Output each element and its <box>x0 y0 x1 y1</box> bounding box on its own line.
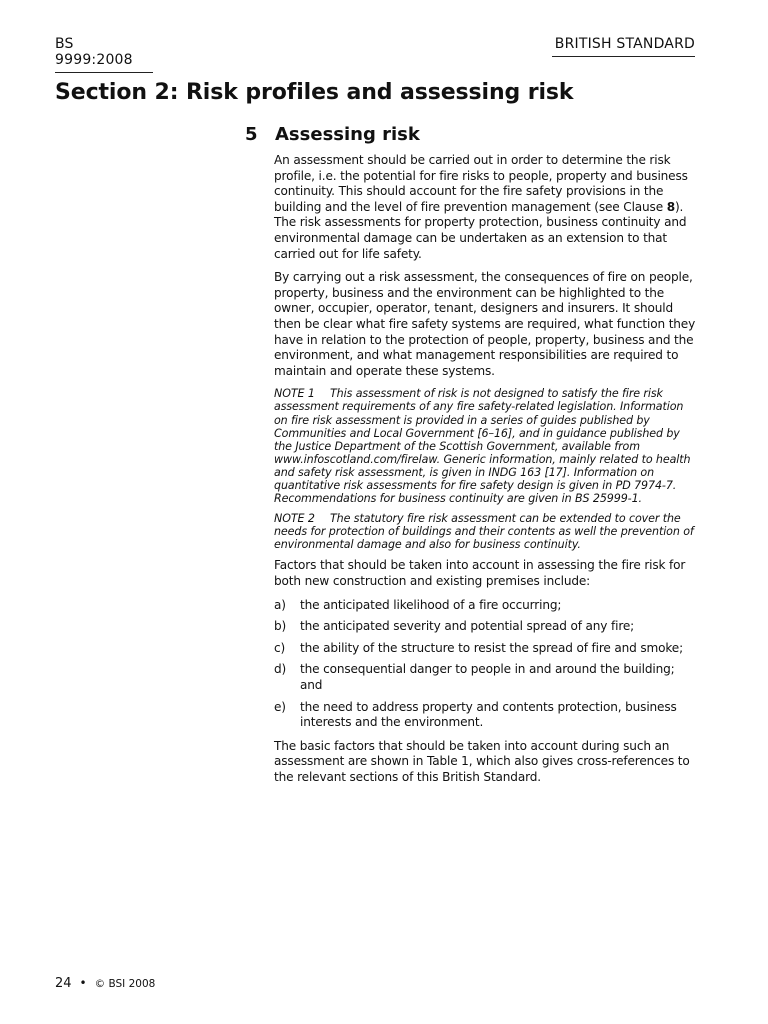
clause-heading <box>245 124 420 145</box>
clause-number: 5 <box>245 124 258 145</box>
factors-list <box>274 598 699 731</box>
note-2-label: NOTE 2 <box>274 512 315 526</box>
list-item <box>274 662 699 693</box>
footer-bullet: • <box>79 976 87 990</box>
factors-intro: Factors that should be taken into account in assessing the fire risk for both new construction and existing premises include: <box>274 558 686 589</box>
clause-reference: 8 <box>666 199 675 214</box>
list-item <box>274 598 699 614</box>
note-1 <box>274 387 699 505</box>
list-item <box>274 619 699 635</box>
paragraph-1-text-end: ). The risk assessments for property protection, business continuity and environmental damage can be undertaken as an extension to that carried out for life safety. <box>274 199 687 261</box>
note-2 <box>274 512 699 551</box>
list-item-label: a) <box>274 597 286 612</box>
note-1-text: This assessment of risk is not designed to satisfy the fire risk assessment requirements of any fire safety-related legislation. Information on fire risk assessment is provided in a series of guides published by Communities and Local Government [6–16], and in guidance published by the Justice Department of the Scottish Government, available from www.infoscotland.com/firelaw. Generic information, mainly related to health and safety risk assessment, is given in INDG 163 [17]. Information on quantitative risk assessments for fire safety design is given in PD 7974-7. Recommendations for business continuity are given in BS 25999-1. <box>274 387 691 506</box>
list-item-text: the anticipated likelihood of a fire occurring; <box>300 597 562 612</box>
copyright-notice: © BSI 2008 <box>94 978 156 990</box>
list-item-label: e) <box>274 699 286 714</box>
page-number: 24 <box>55 976 72 991</box>
list-item <box>274 700 699 731</box>
list-item-label: c) <box>274 640 286 655</box>
list-item-text: the consequential danger to people in and around the building; and <box>300 662 675 692</box>
page-footer <box>55 976 155 991</box>
list-item-label: d) <box>274 662 287 677</box>
running-header-british-standard: BRITISH STANDARD <box>552 36 695 57</box>
note-1-label: NOTE 1 <box>274 387 315 401</box>
paragraph-2: By carrying out a risk assessment, the consequences of fire on people, property, business and the environment can be highlighted to the owner, occupier, operator, tenant, designers and insurers. It should then be clear what fire safety systems are required, what function they have in relation to the protection of people, property, business and the environment, and what management responsibilities are required to maintain and operate these systems. <box>274 270 696 378</box>
list-item-label: b) <box>274 619 287 634</box>
list-item-text: the need to address property and contents protection, business interests and the environment. <box>300 699 677 730</box>
clause-title: Assessing risk <box>275 124 420 145</box>
clause-body <box>274 153 699 794</box>
list-item-text: the anticipated severity and potential spread of any fire; <box>300 619 635 634</box>
paragraph-1-text: An assessment should be carried out in order to determine the risk profile, i.e. the potential for fire risks to people, property and business continuity. This should account for the fire safety provisions in the building and the level of fire prevention management (see Clause <box>274 153 688 214</box>
running-header-standard-number: BS 9999:2008 <box>55 36 153 73</box>
closing-paragraph: The basic factors that should be taken into account during such an assessment are shown in Table 1, which also gives cross-references to the relevant sections of this British Standard. <box>274 738 690 784</box>
list-item <box>274 641 699 657</box>
paragraph-1 <box>274 153 699 262</box>
note-2-text: The statutory fire risk assessment can be extended to cover the needs for protection of buildings and their contents as well the prevention of environmental damage and also for business continuity. <box>274 512 694 552</box>
section-title: Section 2: Risk profiles and assessing risk <box>55 80 574 105</box>
list-item-text: the ability of the structure to resist the spread of fire and smoke; <box>300 640 684 655</box>
